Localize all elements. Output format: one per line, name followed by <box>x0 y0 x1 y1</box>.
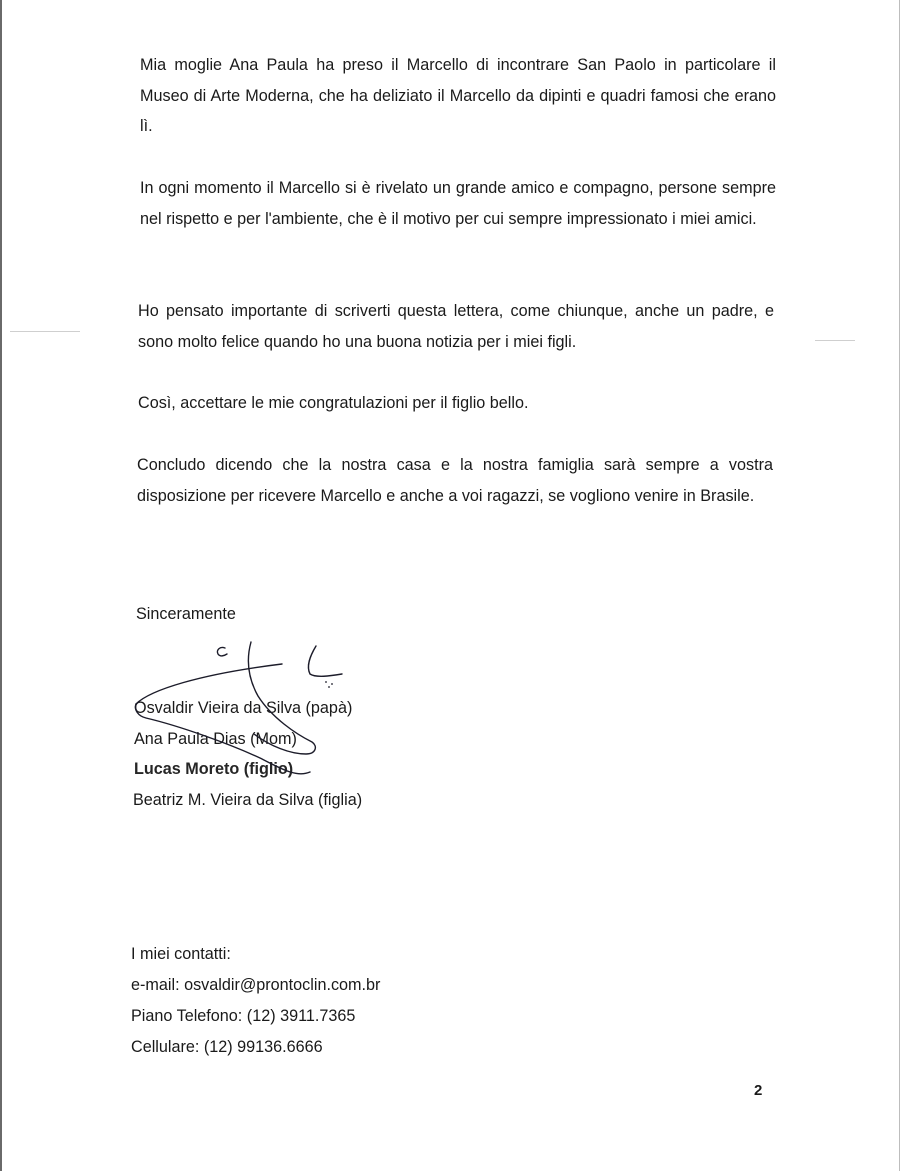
paragraph-conclusion: Concludo dicendo che la nostra casa e la nostra famiglia sarà sempre a vostra disposizione per ricevere Marcello e anche a voi ragazzi, se vogliono venire in Brasile. <box>137 456 773 505</box>
paragraph-why-writing: Ho pensato importante di scriverti questa lettera, come chiunque, anche un padre, e sono molto felice quando ho una buona notizia per i miei figli. <box>138 302 774 351</box>
scan-mark <box>815 340 855 341</box>
paragraph-museum-visit: Mia moglie Ana Paula ha preso il Marcello di incontrare San Paolo in particolare il Museo di Arte Moderna, che ha deliziato il Marcello da dipinti e quadri famosi che erano lì. <box>140 56 776 135</box>
contacts-phone: Piano Telefono: (12) 3911.7365 <box>131 1007 356 1025</box>
contacts-mobile: Cellulare: (12) 99136.6666 <box>131 1038 323 1056</box>
scan-mark <box>10 331 80 332</box>
closing-salutation: Sinceramente <box>136 605 236 623</box>
contacts-email: e-mail: osvaldir@prontoclin.com.br <box>131 976 381 994</box>
scan-left-edge <box>0 0 2 1171</box>
paragraph-friend-companion: In ogni momento il Marcello si è rivelato un grande amico e compagno, persone sempre nel rispetto e per l'ambiente, che è il motivo per cui sempre impressionato i miei amici. <box>140 179 776 228</box>
signatory-father: Osvaldir Vieira da Silva (papà) <box>134 699 353 717</box>
signatory-daughter: Beatriz M. Vieira da Silva (figlia) <box>133 791 363 809</box>
contacts-title: I miei contatti: <box>131 945 231 963</box>
signatory-mother: Ana Paula Dias (Mom) <box>134 730 297 748</box>
page-number: 2 <box>754 1082 763 1099</box>
signatory-son: Lucas Moreto (figlio) <box>134 760 294 778</box>
paragraph-congratulations: Così, accettare le mie congratulazioni per il figlio bello. <box>138 394 529 412</box>
